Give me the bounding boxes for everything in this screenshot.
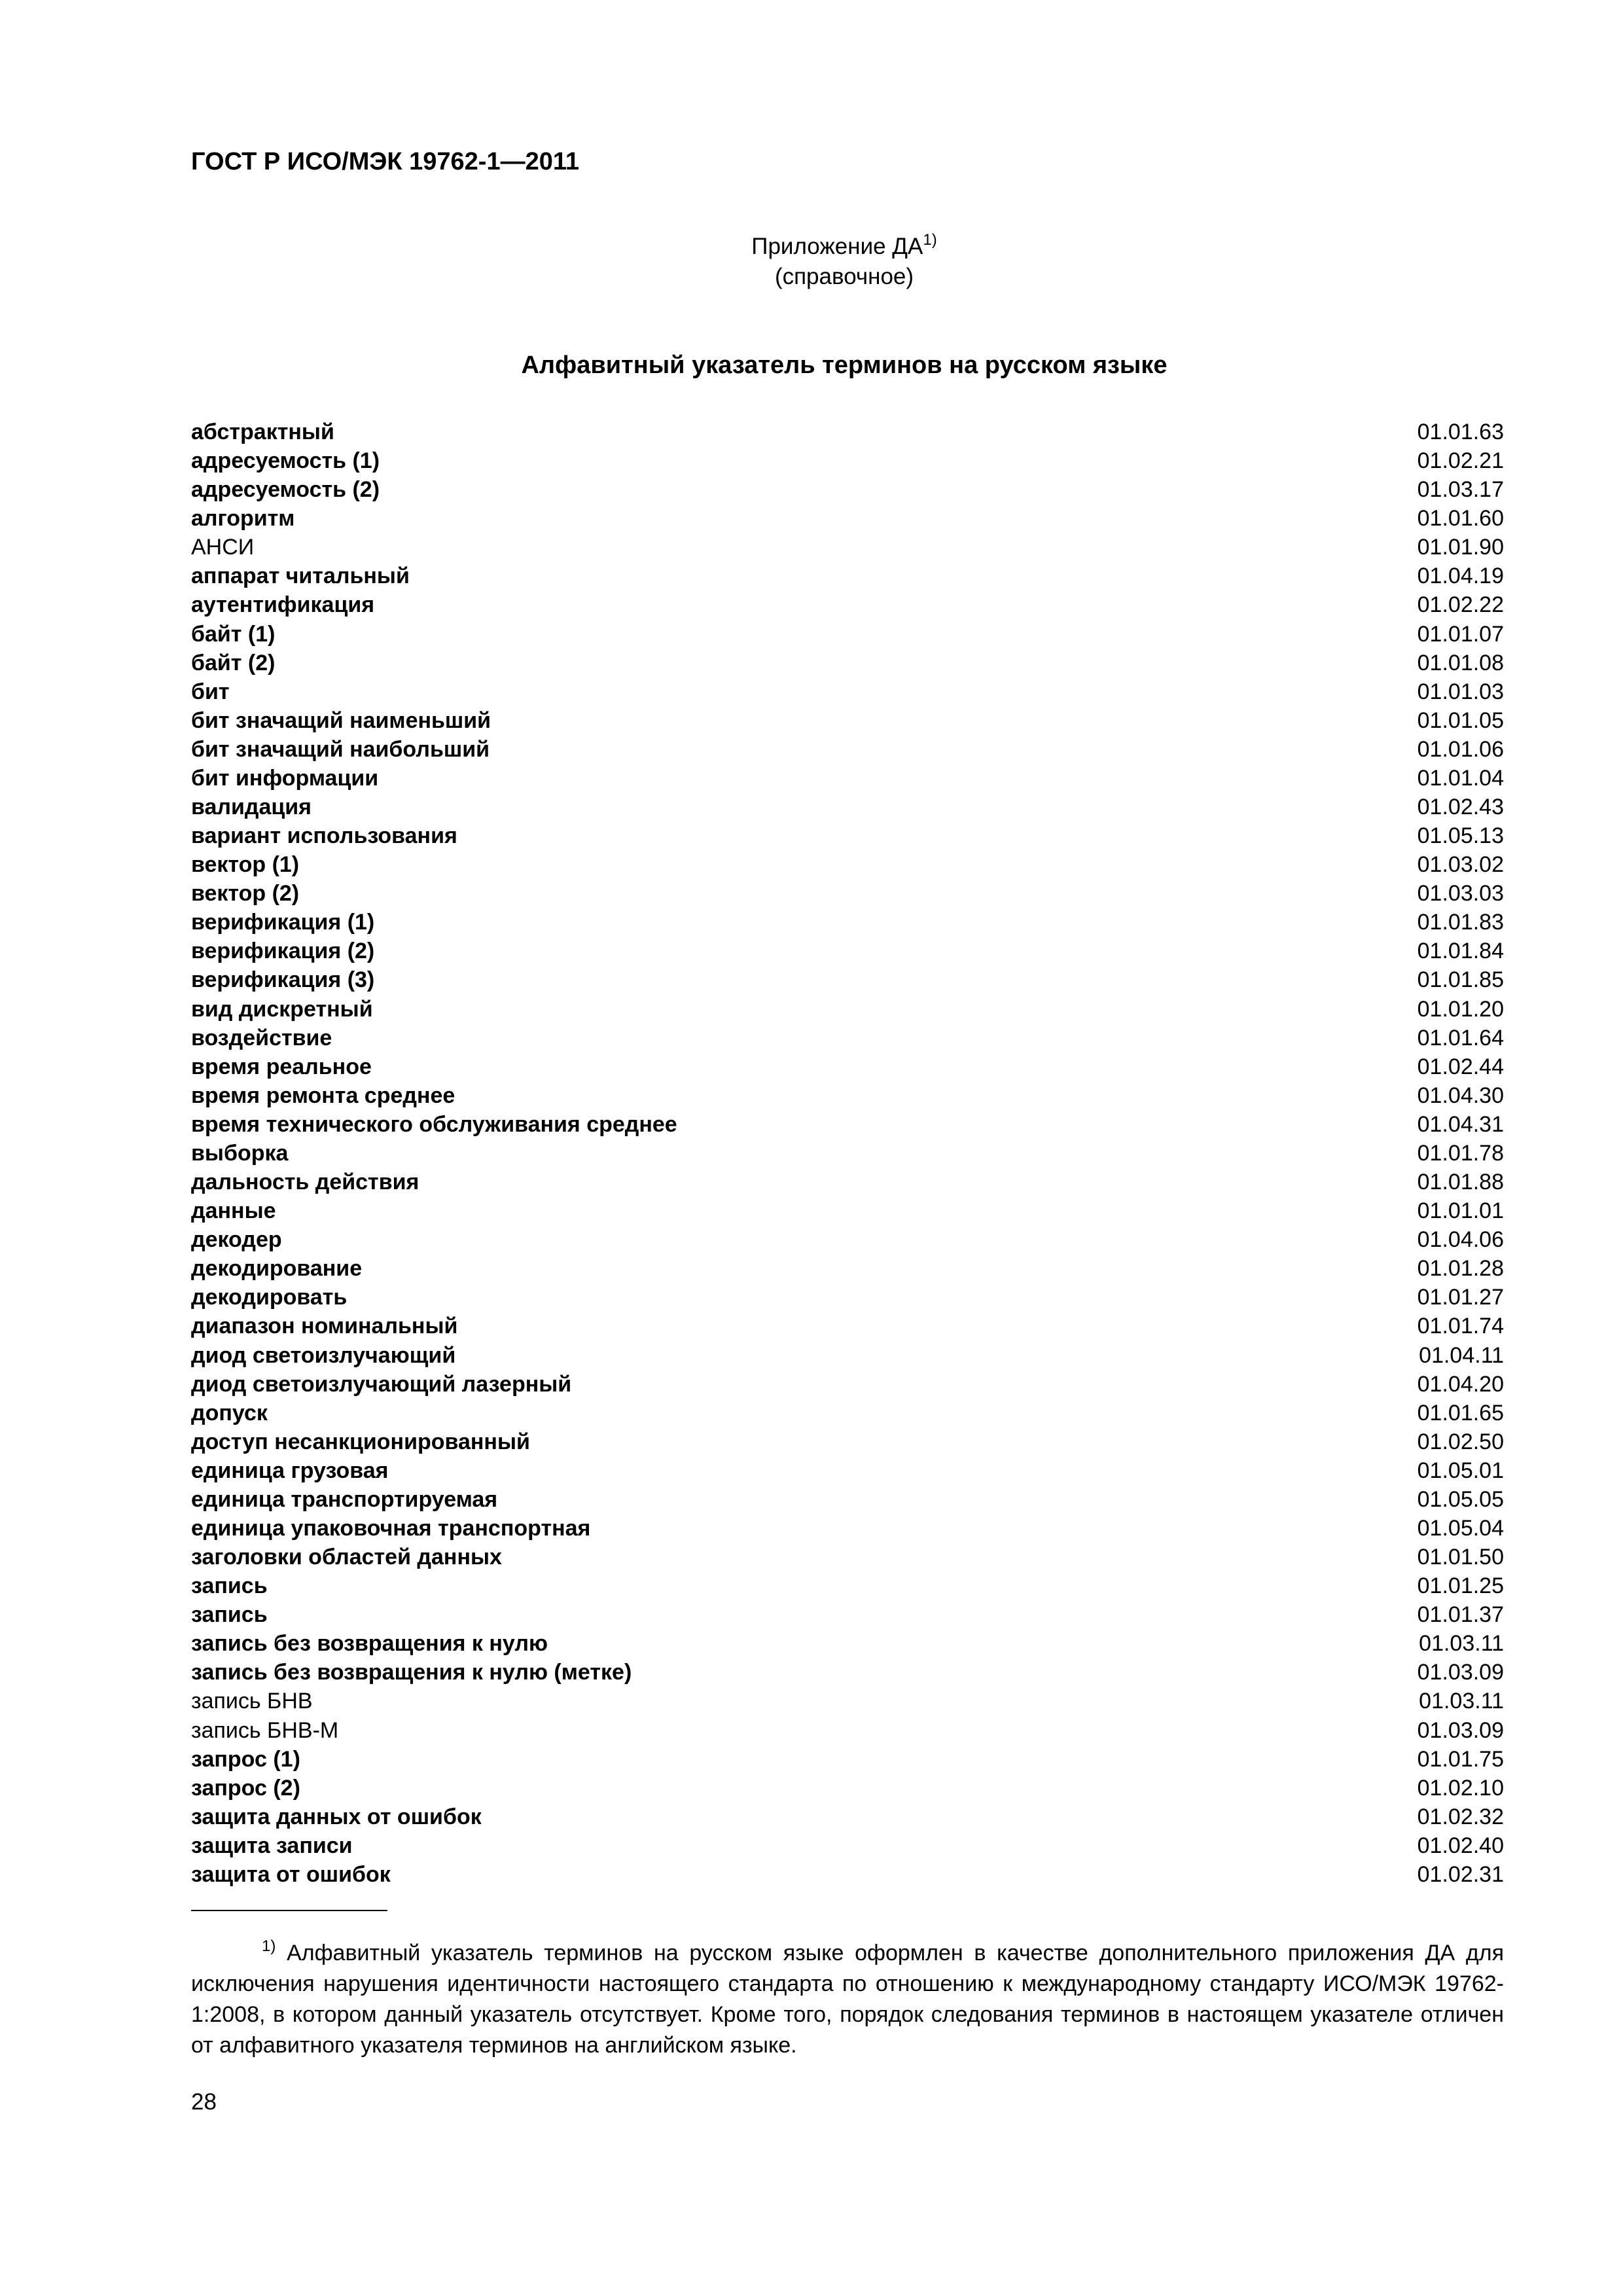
index-entry [191, 649, 1504, 677]
index-code: 01.02.44 [1417, 1054, 1504, 1079]
index-code: 01.05.05 [1417, 1486, 1504, 1512]
index-entry [191, 677, 1504, 706]
index-entry [191, 850, 1504, 879]
index-code: 01.01.01 [1417, 1198, 1504, 1224]
index-entry [191, 475, 1504, 504]
index-entry [191, 1399, 1504, 1427]
index-code: 01.02.32 [1417, 1804, 1504, 1829]
index-term: единица упаковочная транспортная [191, 1515, 591, 1541]
index-term: бит значащий наименьший [191, 708, 491, 733]
index-term: вектор (1) [191, 852, 300, 878]
index-code: 01.02.21 [1417, 448, 1504, 474]
index-code: 01.03.17 [1417, 477, 1504, 503]
index-term: алгоритм [191, 506, 295, 531]
index-term: аппарат читальный [191, 564, 410, 589]
index-term: защита от ошибок [191, 1861, 391, 1887]
index-term: запись без возвращения к нулю (метке) [191, 1660, 632, 1685]
index-entry [191, 1196, 1504, 1225]
index-term: защита записи [191, 1833, 353, 1858]
index-entry [191, 590, 1504, 619]
index-code: 01.04.30 [1417, 1083, 1504, 1108]
index-entry [191, 533, 1504, 562]
index-entry [191, 995, 1504, 1024]
index-term: время технического обслуживания среднее [191, 1111, 677, 1137]
index-entry [191, 1139, 1504, 1168]
index-term: запрос (1) [191, 1746, 300, 1772]
index-entry [191, 706, 1504, 735]
index-code: 01.01.84 [1417, 939, 1504, 964]
index-entry [191, 735, 1504, 764]
index-code: 01.01.88 [1417, 1170, 1504, 1195]
index-entry [191, 879, 1504, 908]
index-term: бит информации [191, 765, 379, 791]
index-term: воздействие [191, 1025, 332, 1050]
index-code: 01.03.09 [1417, 1717, 1504, 1743]
index-code: 01.02.40 [1417, 1833, 1504, 1858]
index-term: байт (2) [191, 650, 276, 675]
index-term: время реальное [191, 1054, 372, 1079]
index-term: декодировать [191, 1285, 348, 1310]
index-entry [191, 821, 1504, 850]
index-entry [191, 1745, 1504, 1774]
index-entry [191, 965, 1504, 994]
index-term: вид дискретный [191, 996, 373, 1022]
index-term: АНСИ [191, 535, 255, 560]
index-term: бит значащий наибольший [191, 736, 490, 762]
index-entry [191, 1024, 1504, 1052]
index-code: 01.01.27 [1417, 1285, 1504, 1310]
index-code: 01.01.06 [1417, 736, 1504, 762]
index-term: доступ несанкционированный [191, 1429, 530, 1454]
index-code: 01.02.10 [1417, 1775, 1504, 1801]
index-entry [191, 418, 1504, 446]
index-code: 01.01.74 [1417, 1314, 1504, 1339]
index-term: вариант использования [191, 823, 457, 849]
annex-footnote-mark: 1) [923, 231, 937, 249]
index-term: защита данных от ошибок [191, 1804, 482, 1829]
index-term: байт (1) [191, 621, 276, 647]
index-code: 01.01.28 [1417, 1256, 1504, 1282]
index-code: 01.01.50 [1417, 1545, 1504, 1570]
index-term: вектор (2) [191, 881, 300, 906]
index-term: аутентификация [191, 592, 375, 618]
index-code: 01.04.11 [1419, 1342, 1504, 1368]
index-entry [191, 620, 1504, 649]
index-code: 01.01.85 [1417, 967, 1504, 993]
footnote-mark: 1) [262, 1937, 276, 1955]
index-entry [191, 1831, 1504, 1860]
index-title: Алфавитный указатель терминов на русском языке [521, 351, 1168, 379]
index-code: 01.04.31 [1417, 1111, 1504, 1137]
index-code: 01.01.20 [1417, 996, 1504, 1022]
index-term: диод светоизлучающий лазерный [191, 1371, 572, 1397]
document-header: ГОСТ Р ИСО/МЭК 19762-1—2011 [191, 148, 580, 175]
index-code: 01.04.19 [1417, 564, 1504, 589]
index-code: 01.01.75 [1417, 1746, 1504, 1772]
index-term: абстрактный [191, 420, 334, 444]
index-code: 01.01.04 [1417, 765, 1504, 791]
index-term: бит [191, 679, 230, 704]
index-entry [191, 562, 1504, 590]
index-term: адресуемость (2) [191, 477, 380, 503]
index-code: 01.02.50 [1417, 1429, 1504, 1454]
index-entry [191, 764, 1504, 793]
index-entry [191, 1687, 1504, 1715]
index-entry [191, 1312, 1504, 1340]
index-term: запись без возвращения к нулю [191, 1631, 548, 1657]
footnote [191, 1931, 1504, 2061]
index-term: время ремонта среднее [191, 1083, 455, 1108]
index-code: 01.02.22 [1417, 592, 1504, 618]
index-entry [191, 1600, 1504, 1629]
index-entry [191, 937, 1504, 965]
index-code: 01.01.63 [1417, 420, 1504, 444]
index-term: запись БНВ [191, 1689, 313, 1714]
index-entry [191, 1571, 1504, 1600]
index-entry [191, 1803, 1504, 1831]
index-term: данные [191, 1198, 276, 1224]
index-term: валидация [191, 795, 312, 820]
index-term: допуск [191, 1400, 268, 1426]
term-index-list [191, 418, 1504, 1889]
index-code: 01.04.06 [1417, 1227, 1504, 1253]
index-term: дальность действия [191, 1170, 419, 1195]
annex-title-line [0, 225, 1623, 262]
index-code: 01.05.13 [1417, 823, 1504, 849]
index-term: запрос (2) [191, 1775, 300, 1801]
index-code: 01.01.03 [1417, 679, 1504, 704]
annex-heading [0, 225, 1623, 292]
index-code: 01.03.09 [1417, 1660, 1504, 1685]
index-term: декодирование [191, 1256, 363, 1282]
index-entry [191, 1658, 1504, 1687]
index-entry [191, 446, 1504, 475]
index-term: запись БНВ-М [191, 1717, 339, 1743]
index-term: диапазон номинальный [191, 1314, 458, 1339]
index-code: 01.03.03 [1417, 881, 1504, 906]
footnote-text: Алфавитный указатель терминов на русском языке оформлен в качестве дополнительного приложения ДА для исключения нарушения идентичности настоящего стандарта по отношению к международному стандарту ИСО/МЭК 19762-1:2008, в котором данный указатель отсутствует. Кроме того, порядок следования терминов в настоящем указателе отличен от алфавитного указателя терминов на английском языке. [191, 1941, 1504, 2058]
index-entry [191, 1427, 1504, 1456]
index-code: 01.01.65 [1417, 1400, 1504, 1426]
index-entry [191, 1774, 1504, 1803]
index-entry [191, 1341, 1504, 1370]
index-entry [191, 1543, 1504, 1571]
index-code: 01.01.07 [1417, 621, 1504, 647]
index-entry [191, 1168, 1504, 1196]
index-entry [191, 1514, 1504, 1543]
index-code: 01.03.11 [1419, 1631, 1504, 1657]
index-entry [191, 1716, 1504, 1745]
index-entry [191, 793, 1504, 821]
index-code: 01.04.20 [1417, 1371, 1504, 1397]
annex-title: Приложение ДА [751, 234, 923, 259]
annex-subtitle: (справочное) [774, 264, 914, 289]
index-term: запись [191, 1602, 268, 1628]
index-code: 01.01.08 [1417, 650, 1504, 675]
index-entry [191, 1254, 1504, 1283]
index-code: 01.03.02 [1417, 852, 1504, 878]
index-entry [191, 504, 1504, 533]
index-term: выборка [191, 1140, 289, 1166]
index-term: диод светоизлучающий [191, 1342, 456, 1368]
index-code: 01.01.83 [1417, 910, 1504, 935]
index-term: верификация (2) [191, 939, 375, 964]
index-code: 01.05.01 [1417, 1458, 1504, 1483]
index-entry [191, 1370, 1504, 1399]
footnote-divider [191, 1910, 387, 1911]
index-code: 01.05.04 [1417, 1515, 1504, 1541]
index-entry [191, 1052, 1504, 1081]
index-entry [191, 1081, 1504, 1110]
index-entry [191, 1485, 1504, 1514]
index-entry [191, 1225, 1504, 1254]
index-code: 01.01.78 [1417, 1140, 1504, 1166]
index-entry [191, 1110, 1504, 1139]
index-entry [191, 1629, 1504, 1658]
index-term: верификация (3) [191, 967, 375, 993]
index-term: запись [191, 1573, 268, 1599]
index-code: 01.01.60 [1417, 506, 1504, 531]
index-entry [191, 1456, 1504, 1485]
page-number: 28 [191, 2089, 217, 2115]
index-code: 01.01.90 [1417, 535, 1504, 560]
index-code: 01.01.37 [1417, 1602, 1504, 1628]
index-entry [191, 908, 1504, 937]
index-term: верификация (1) [191, 910, 375, 935]
index-term: адресуемость (1) [191, 448, 380, 474]
index-term: декодер [191, 1227, 282, 1253]
index-code: 01.03.11 [1419, 1689, 1504, 1714]
index-term: единица грузовая [191, 1458, 389, 1483]
index-code: 01.01.64 [1417, 1025, 1504, 1050]
index-code: 01.01.05 [1417, 708, 1504, 733]
index-entry [191, 1283, 1504, 1312]
index-term: единица транспортируемая [191, 1486, 498, 1512]
index-term: заголовки областей данных [191, 1545, 502, 1570]
index-code: 01.02.43 [1417, 795, 1504, 820]
index-entry [191, 1860, 1504, 1889]
index-code: 01.01.25 [1417, 1573, 1504, 1599]
index-code: 01.02.31 [1417, 1861, 1504, 1887]
